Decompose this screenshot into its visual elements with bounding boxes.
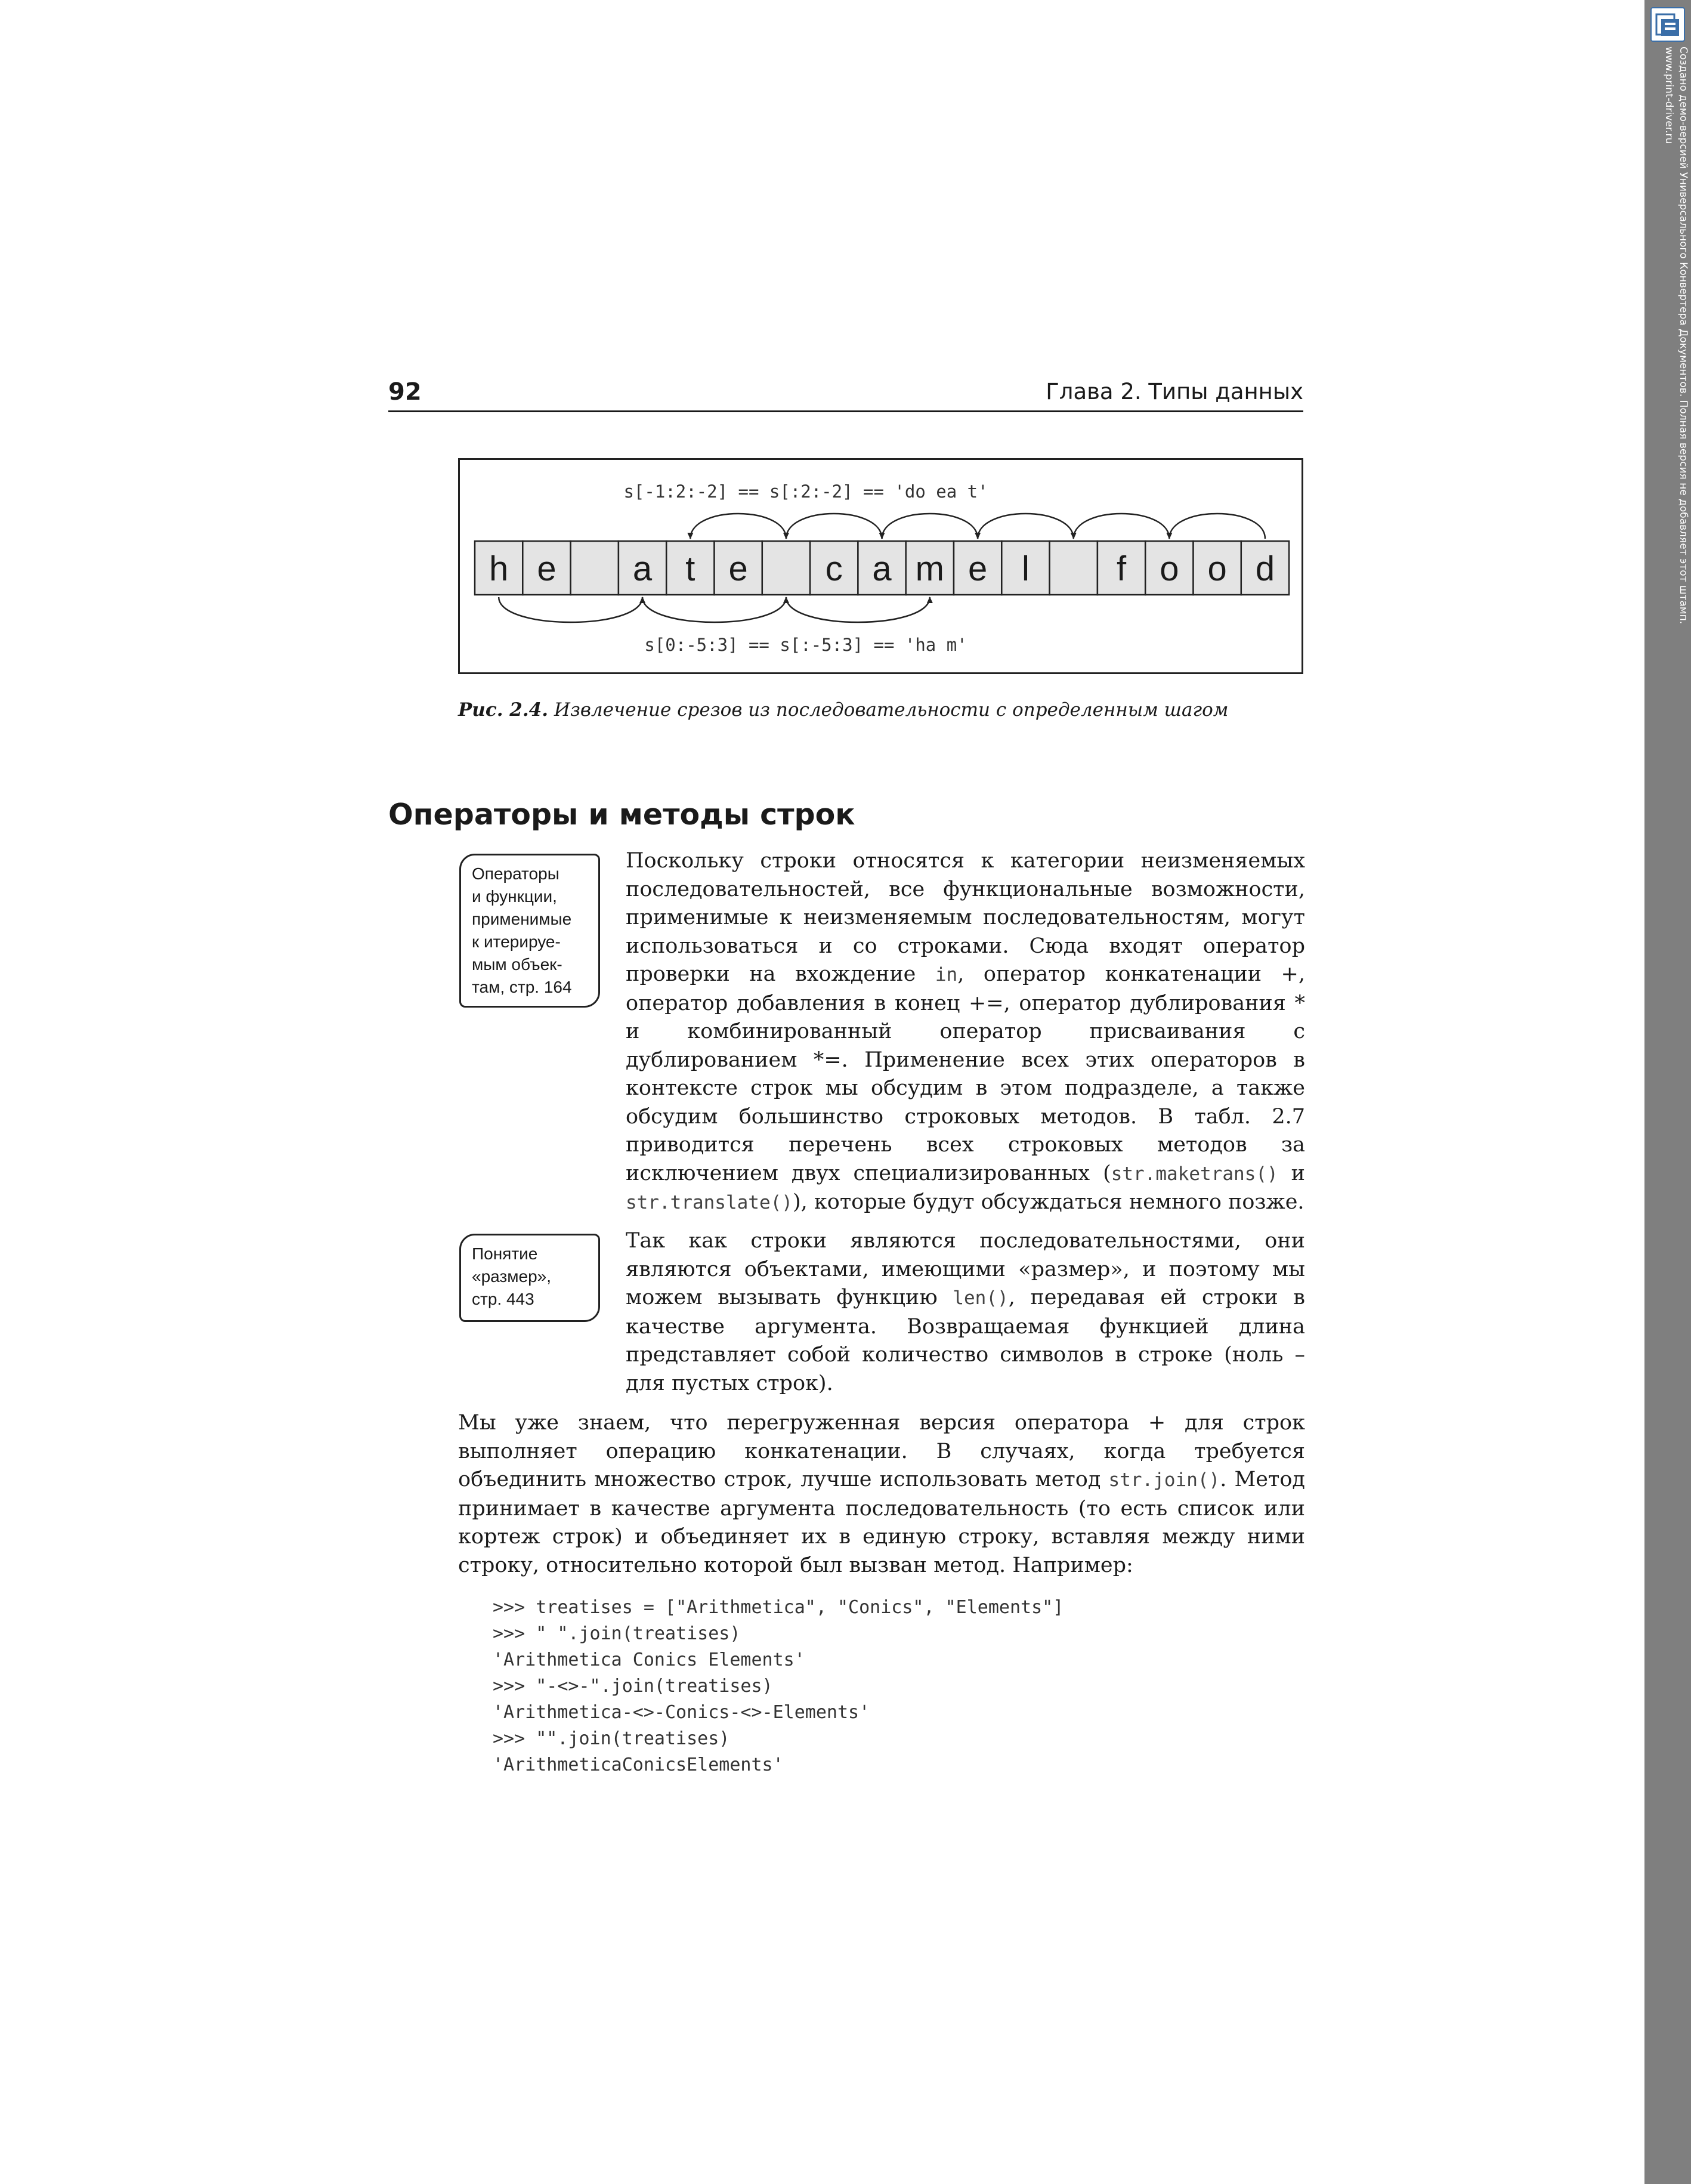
code-line: 'ArithmeticaConicsElements' xyxy=(493,1754,784,1775)
string-cells xyxy=(475,541,1289,595)
note-line: к итерируе- xyxy=(472,932,561,951)
cell-char: l xyxy=(1022,549,1030,588)
slice-step-figure xyxy=(458,458,1303,674)
cell-char: d xyxy=(1255,549,1275,588)
step-arrow xyxy=(1074,514,1170,539)
step-arrow xyxy=(690,514,786,539)
step-arrow xyxy=(499,597,642,622)
watermark-line-2: www.print-driver.ru xyxy=(1663,47,1675,144)
running-title: Глава 2. Типы данных xyxy=(1046,379,1303,404)
code-example xyxy=(493,1595,1064,1778)
watermark-text xyxy=(1657,47,1690,1275)
cell-char: a xyxy=(872,549,892,588)
bottom-slice-expression: s[0:-5:3] == s[:-5:3] == 'ha m' xyxy=(644,635,967,655)
bottom-step-arcs xyxy=(499,597,930,622)
paragraph-string-len xyxy=(626,1227,1305,1398)
step-arrow xyxy=(882,514,978,539)
cell-char: t xyxy=(685,549,695,588)
step-arrow xyxy=(786,514,882,539)
text-run: Так как строки являются последовательностями, они являются объектами, имеющими «размер», и поэтому мы можем вызывать функцию xyxy=(626,1229,1305,1309)
cell-char: e xyxy=(728,549,748,588)
slice-diagram xyxy=(460,460,1302,672)
step-arrow xyxy=(1169,514,1265,539)
code-line: >>> " ".join(treatises) xyxy=(493,1623,741,1644)
cell-char: c xyxy=(825,549,843,588)
caption-text: Извлечение срезов из последовательности с определенным шагом xyxy=(554,699,1229,721)
margin-note-iterable-ops xyxy=(459,854,600,1008)
header-rule xyxy=(388,410,1303,412)
cell-char: m xyxy=(915,549,945,588)
cell-char: a xyxy=(632,549,653,588)
note-line: применимые xyxy=(472,910,572,928)
cell-char: e xyxy=(968,549,988,588)
note-line: стр. 443 xyxy=(472,1290,534,1308)
cell-char: e xyxy=(537,549,557,588)
code-line: >>> "-<>-".join(treatises) xyxy=(493,1676,773,1697)
note-line: там, стр. 164 xyxy=(472,978,572,996)
inline-code: str.maketrans() xyxy=(1111,1163,1278,1185)
code-line: >>> "".join(treatises) xyxy=(493,1728,730,1749)
text-run: . Метод принимает в качестве аргумента последовательность (то есть список или кортеж строк) и объединяет их в единую строку, вставляя между ними строку, относительно которой был вызван метод. Например: xyxy=(458,1468,1305,1577)
section-heading: Операторы и методы строк xyxy=(388,798,855,832)
note-line: мым объек- xyxy=(472,955,562,974)
text-run: ), которые будут обсуждаться немного позже. xyxy=(792,1190,1304,1214)
paragraph-string-operators xyxy=(626,847,1305,1218)
inline-code: in xyxy=(935,964,958,986)
code-line: >>> treatises = ["Arithmetica", "Conics", "Elements"] xyxy=(493,1597,1064,1618)
caption-label: Рис. 2.4. xyxy=(458,699,549,721)
cell-char: o xyxy=(1160,549,1179,588)
text-run: Мы уже знаем, что перегруженная версия оператора + для строк выполняет операцию конкатенации. В случаях, когда требуется объединить множество строк, лучше использовать метод xyxy=(458,1411,1305,1491)
cell-char: o xyxy=(1207,549,1227,588)
text-run: , оператор конкатенации +, оператор добавления в конец +=, оператор дублирования * и комбинированный оператор присваивания с дублированием *=. Применение всех этих операторов в контексте строк мы обсудим в этом подразделе, а также обсудим большинство строковых методов. В табл. 2.7 приводится перечень всех строковых методов за исключением двух специализированных ( xyxy=(626,962,1305,1185)
cell-char: f xyxy=(1116,549,1127,588)
note-line: Операторы xyxy=(472,864,559,883)
string-cell xyxy=(571,541,619,595)
converter-logo-icon xyxy=(1650,7,1685,42)
inline-code: str.translate() xyxy=(626,1192,793,1213)
margin-note-size-concept xyxy=(459,1234,600,1322)
note-line: «размер», xyxy=(472,1267,551,1286)
cell-char: h xyxy=(489,549,509,588)
text-run: и xyxy=(1278,1161,1305,1185)
note-line: и функции, xyxy=(472,887,557,906)
watermark-line-1: Создано демо-версией Универсального Конвертера Документов. Полная версия не добавляет этот штамп. xyxy=(1677,47,1689,625)
top-step-arcs xyxy=(690,514,1265,539)
note-line: Понятие xyxy=(472,1244,538,1263)
code-line: 'Arithmetica-<>-Conics-<>-Elements' xyxy=(493,1702,870,1723)
inline-code: len() xyxy=(953,1287,1009,1309)
figure-caption xyxy=(458,697,1305,723)
paragraph-str-join xyxy=(458,1409,1305,1580)
text-run: Поскольку строки относятся к категории неизменяемых последовательностей, все функциональные возможности, применимые к неизменяемым последовательностям, могут использоваться и со строками. Сюда входят оператор проверки на вхождение xyxy=(626,849,1305,986)
text-run: , передавая ей строки в качестве аргумента. Возвращаемая функцией длина представляет собой количество символов в строке (ноль – для пустых строк). xyxy=(626,1286,1305,1395)
inline-code: str.join() xyxy=(1108,1469,1220,1491)
code-line: 'Arithmetica Conics Elements' xyxy=(493,1649,805,1670)
step-arrow xyxy=(786,597,930,622)
string-cell xyxy=(762,541,810,595)
page-number: 92 xyxy=(388,378,422,406)
string-cell xyxy=(1050,541,1098,595)
top-slice-expression: s[-1:2:-2] == s[:2:-2] == 'do ea t' xyxy=(623,481,988,502)
step-arrow xyxy=(978,514,1074,539)
step-arrow xyxy=(642,597,786,622)
